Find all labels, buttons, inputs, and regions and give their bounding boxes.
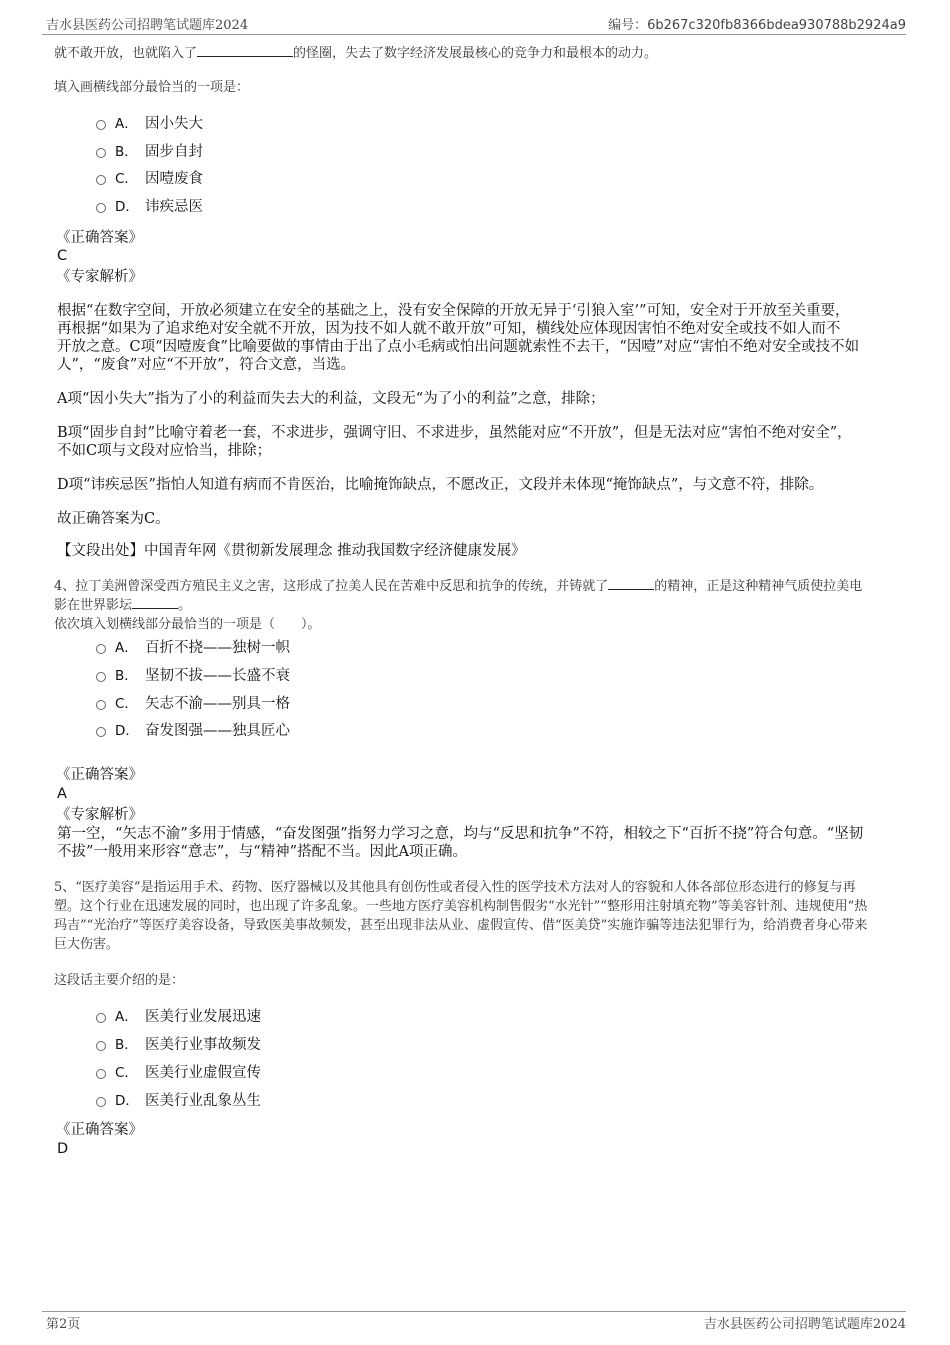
q4-stem-line2: 影在世界影坛 。	[54, 598, 192, 613]
document-code-value: 6b267c320fb8366bdea930788b2924a9	[647, 18, 906, 33]
q3-analysis-label: 《专家解析》	[56, 269, 143, 285]
q5-answer: D	[57, 1141, 69, 1157]
header-rule	[42, 34, 906, 35]
q4-answer-label: 《正确答案》	[56, 767, 143, 783]
q4-option-b[interactable]: B． 坚韧不拔——长盛不衰	[96, 666, 290, 686]
q5-option-b[interactable]: B． 医美行业事故频发	[96, 1035, 261, 1055]
radio-icon[interactable]	[96, 1041, 106, 1051]
q4-option-a[interactable]: A． 百折不挠——独树一帜	[96, 638, 290, 658]
q3-analysis-line: 再根据“如果为了追求绝对安全就不开放，因为技不如人就不敢开放”可知，横线处应体现因害怕不绝对安全或技不如人而不	[57, 321, 841, 337]
document-code	[608, 14, 906, 33]
q4-analysis-line: 不拔”一般用来形容“意志”，与“精神”搭配不当。因此A项正确。	[57, 844, 468, 860]
q3-analysis	[57, 302, 907, 374]
q3-analysis-line: 开放之意。C项“因噎废食”比喻要做的事情由于出了点小毛病或怕出问题就索性不去干，“因噎”对应“害怕不绝对安全或技不如	[57, 339, 860, 355]
q5-option-a[interactable]: A． 医美行业发展迅速	[96, 1007, 261, 1027]
page-number: 第2页	[46, 1317, 81, 1332]
radio-icon[interactable]	[96, 120, 106, 130]
footer-rule	[42, 1311, 906, 1312]
q3-option-b[interactable]: B． 固步自封	[96, 142, 203, 162]
document-code-label: 编号：	[608, 18, 648, 33]
radio-icon[interactable]	[96, 672, 106, 682]
q4-stem: 4、拉丁美洲曾深受西方殖民主义之害，这形成了拉美人民在苦难中反思和抗争的传统，并铸就了 的精神，正是这种精神气质使拉美电	[54, 579, 863, 594]
q3-option-d-explanation: D项“讳疾忌医”指怕人知道有病而不肯医治，比喻掩饰缺点，不愿改正，文段并未体现“掩饰缺点”，与文意不符，排除。	[57, 477, 824, 493]
q4-analysis-line: 第一空，“矢志不渝”多用于情感，“奋发图强”指努力学习之意，均与“反思和抗争”不符，相较之下“百折不挠”符合句意。“坚韧	[57, 826, 864, 842]
q4-analysis-label: 《专家解析》	[56, 807, 143, 823]
radio-icon[interactable]	[96, 175, 106, 185]
q3-option-d[interactable]: D． 讳疾忌医	[96, 197, 203, 217]
radio-icon[interactable]	[96, 1097, 106, 1107]
q3-stem-tail: 就不敢开放，也就陷入了 的怪圈，失去了数字经济发展最核心的竞争力和最根本的动力。	[54, 46, 658, 61]
q3-prompt: 填入画横线部分最恰当的一项是：	[54, 80, 250, 95]
q3-analysis-line: 根据“在数字空间，开放必须建立在安全的基础之上，没有安全保障的开放无异于‘引狼入室’”可知，安全对于开放至关重要，	[57, 303, 850, 319]
q5-prompt: 这段话主要介绍的是：	[54, 973, 185, 988]
q5-answer-label: 《正确答案》	[56, 1122, 143, 1138]
q5-stem: 5、“医疗美容”是指运用手术、药物、医疗器械以及其他具有创伤性或者侵入性的医学技术方法对人的容貌和人体各部位形态进行的修复与再 塑。这个行业在迅速发展的同时，也出现了许多乱象。一些地方医疗美容机构制售假劣“水光针”“整形用注射填充物”等美容针剂、违规使用“热 玛吉”“光治疗”等医疗美容设备，导致医美事故频发，甚至出现非法从业、虚假宣传、借“医美贷”实施诈骗等违法犯罪行为，给消费者身心带来 巨大伤害。	[54, 880, 868, 952]
q4-option-d[interactable]: D． 奋发图强——独具匠心	[96, 721, 290, 741]
document-title: 吉水县医药公司招聘笔试题库2024	[46, 18, 249, 33]
q5-option-c[interactable]: C． 医美行业虚假宣传	[96, 1063, 261, 1083]
q3-option-a-explanation: A项“因小失大”指为了小的利益而失去大的利益，文段无“为了小的利益”之意，排除；	[57, 391, 605, 407]
q3-blank	[197, 44, 293, 57]
q3-option-b-explanation: B项“固步自封”比喻守着老一套，不求进步，强调守旧、不求进步，虽然能对应“不开放”，但是无法对应“害怕不绝对安全”， 不如C项与文段对应恰当，排除；	[57, 425, 852, 459]
q4-prompt: 依次填入划横线部分最恰当的一项是（ ）。	[54, 617, 321, 632]
radio-icon[interactable]	[96, 644, 106, 654]
q3-analysis-line: 人”，“废食”对应“不开放”，符合文意，当选。	[57, 357, 356, 373]
radio-icon[interactable]	[96, 148, 106, 158]
radio-icon[interactable]	[96, 727, 106, 737]
radio-icon[interactable]	[96, 700, 106, 710]
q3-source: 【文段出处】中国青年网《贯彻新发展理念 推动我国数字经济健康发展》	[57, 543, 526, 559]
q4-answer: A	[57, 786, 67, 802]
q4-blank-2	[132, 596, 178, 609]
q4-analysis	[57, 825, 863, 861]
q3-option-c[interactable]: C． 因噎废食	[96, 169, 203, 189]
q3-answer: C	[57, 248, 68, 264]
q3-answer-label: 《正确答案》	[56, 230, 143, 246]
q5-option-d[interactable]: D． 医美行业乱象丛生	[96, 1091, 261, 1111]
radio-icon[interactable]	[96, 203, 106, 213]
q4-blank-1	[608, 577, 654, 590]
q3-conclusion: 故正确答案为C。	[57, 511, 170, 527]
q3-option-a[interactable]: A． 因小失大	[96, 114, 203, 134]
radio-icon[interactable]	[96, 1013, 106, 1023]
q4-option-c[interactable]: C． 矢志不渝——别具一格	[96, 694, 290, 714]
footer-title: 吉水县医药公司招聘笔试题库2024	[703, 1317, 906, 1332]
radio-icon[interactable]	[96, 1069, 106, 1079]
